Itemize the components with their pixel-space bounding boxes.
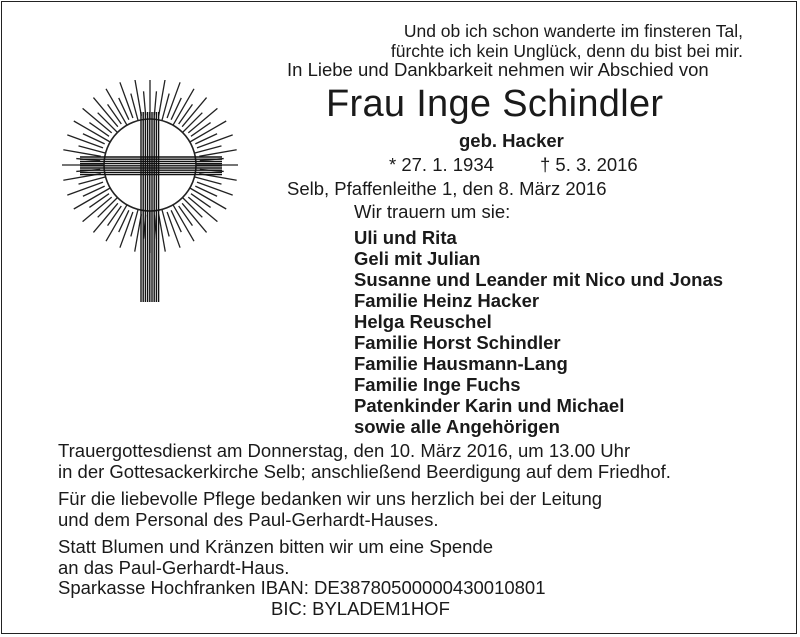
bic: BIC: BYLADEM1HOF bbox=[271, 598, 450, 619]
sun-ray bbox=[197, 135, 233, 148]
sun-ray bbox=[191, 194, 211, 208]
sun-ray bbox=[161, 208, 169, 237]
sun-ray bbox=[193, 176, 222, 184]
mourner-9: Patenkinder Karin und Michael bbox=[354, 395, 625, 416]
mourner-10: sowie alle Angehörigen bbox=[354, 416, 560, 437]
sun-ray bbox=[167, 212, 180, 248]
cross-with-sun-rays-icon bbox=[58, 80, 278, 310]
donation-line-2: an das Paul-Gerhardt-Haus. bbox=[58, 557, 290, 578]
bank-details: Sparkasse Hochfranken IBAN: DE38780500000430010801 bbox=[58, 577, 546, 598]
sun-ray bbox=[197, 182, 233, 195]
sun-ray bbox=[120, 82, 133, 118]
sun-ray bbox=[161, 94, 169, 123]
sun-ray bbox=[131, 208, 139, 237]
thanks-line-2: und dem Personal des Paul-Gerhardt-Hauses. bbox=[58, 509, 439, 530]
service-line-2: in der Gottesackerkirche Selb; anschließend Beerdigung auf dem Friedhof. bbox=[58, 461, 671, 482]
donation-line-1: Statt Blumen und Kränzen bitten wir um eine Spende bbox=[58, 536, 494, 557]
sun-ray bbox=[79, 176, 108, 184]
mourner-6: Familie Horst Schindler bbox=[354, 332, 561, 353]
mourner-7: Familie Hausmann-Lang bbox=[354, 353, 568, 374]
sun-ray bbox=[167, 82, 180, 118]
sun-ray bbox=[131, 94, 139, 123]
sun-ray bbox=[89, 123, 109, 137]
sun-ray bbox=[89, 194, 109, 208]
sun-ray bbox=[144, 91, 146, 115]
mourner-5: Helga Reuschel bbox=[354, 311, 492, 332]
thanks-line-1: Für die liebevolle Pflege bedanken wir uns herzlich bei der Leitung bbox=[58, 488, 603, 509]
sun-ray bbox=[120, 212, 133, 248]
birth-date: * 27. 1. 1934 bbox=[389, 154, 494, 175]
service-line-1: Trauergottesdienst am Donnerstag, den 10. März 2016, um 13.00 Uhr bbox=[58, 440, 631, 461]
sun-ray bbox=[67, 182, 103, 195]
sun-ray bbox=[179, 104, 193, 124]
sun-ray bbox=[108, 206, 122, 226]
sun-ray bbox=[191, 123, 211, 137]
sun-ray bbox=[179, 206, 193, 226]
birth-name: geb. Hacker bbox=[459, 130, 564, 151]
verse-line-1: Und ob ich schon wanderte im finsteren Tal, bbox=[403, 21, 743, 41]
mourner-3: Susanne und Leander mit Nico und Jonas bbox=[354, 269, 724, 290]
verse-line-2: fürchte ich kein Unglück, denn du bist bei mir. bbox=[390, 41, 743, 61]
sun-ray bbox=[154, 91, 156, 115]
death-date: † 5. 3. 2016 bbox=[540, 154, 638, 175]
deceased-name: Frau Inge Schindler bbox=[326, 83, 664, 125]
sun-ray bbox=[79, 146, 108, 154]
place-date: Selb, Pfaffenleithe 1, den 8. März 2016 bbox=[287, 178, 607, 199]
mourner-8: Familie Inge Fuchs bbox=[354, 374, 521, 395]
sun-ray bbox=[193, 146, 222, 154]
intro-text: In Liebe und Dankbarkeit nehmen wir Abschied von bbox=[287, 59, 709, 80]
mourners-intro: Wir trauern um sie: bbox=[354, 201, 511, 222]
mourner-4: Familie Heinz Hacker bbox=[354, 290, 540, 311]
sun-ray bbox=[108, 104, 122, 124]
sun-ray bbox=[67, 135, 103, 148]
mourner-1: Uli und Rita bbox=[354, 227, 457, 248]
mourner-2: Geli mit Julian bbox=[354, 248, 481, 269]
